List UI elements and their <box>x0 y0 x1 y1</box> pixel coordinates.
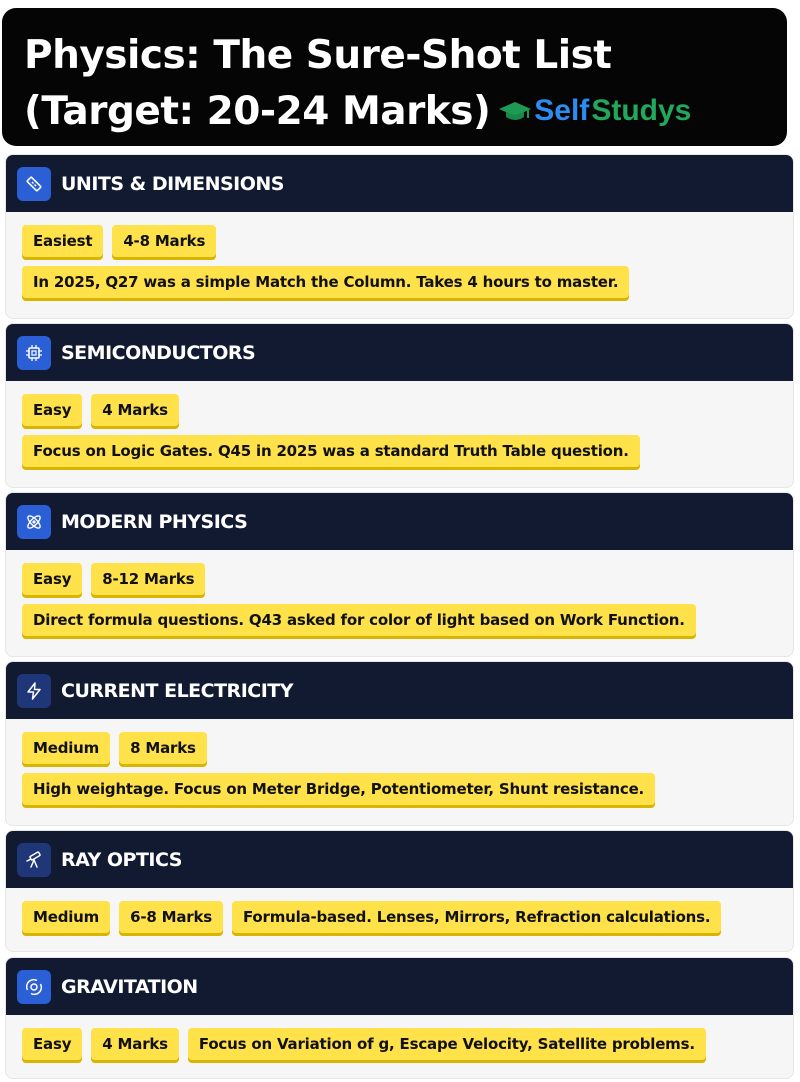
topic-header <box>6 155 793 212</box>
topic-title: CURRENT ELECTRICITY <box>61 679 293 702</box>
note-tag: High weightage. Focus on Meter Bridge, Potentiometer, Shunt resistance. <box>22 773 655 805</box>
topic-header <box>6 324 793 381</box>
topic-title: MODERN PHYSICS <box>61 510 248 533</box>
marks-tag: 4 Marks <box>91 1028 179 1060</box>
page-title-line-2-text: (Target: 20-24 Marks) <box>24 89 491 134</box>
topic-card-units-dimensions <box>5 154 794 319</box>
logo-studys-text: Studys <box>591 93 692 127</box>
note-tag: Focus on Logic Gates. Q45 in 2025 was a standard Truth Table question. <box>22 435 640 467</box>
orbit-icon <box>17 970 51 1004</box>
note-tag: Formula-based. Lenses, Mirrors, Refraction calculations. <box>232 901 721 933</box>
topic-header <box>6 958 793 1015</box>
topic-card-gravitation <box>5 957 794 1079</box>
title-banner <box>2 8 787 146</box>
marks-tag: 6-8 Marks <box>119 901 223 933</box>
topic-card-modern-physics <box>5 492 794 657</box>
topic-header <box>6 831 793 888</box>
topic-header <box>6 662 793 719</box>
logo-self-text: Self <box>534 93 590 127</box>
telescope-icon <box>17 843 51 877</box>
difficulty-tag: Easy <box>22 563 82 595</box>
selfstudys-logo <box>498 83 691 139</box>
page-title-line-2 <box>24 84 787 142</box>
page-title-line-1: Physics: The Sure-Shot List <box>24 33 612 78</box>
note-tag: Focus on Variation of g, Escape Velocity, Satellite problems. <box>188 1028 706 1060</box>
topic-card-semiconductors <box>5 323 794 488</box>
difficulty-tag: Easiest <box>22 225 103 257</box>
marks-tag: 4-8 Marks <box>112 225 216 257</box>
atom-icon <box>17 505 51 539</box>
topic-title: UNITS & DIMENSIONS <box>61 172 284 195</box>
marks-tag: 4 Marks <box>91 394 179 426</box>
note-tag: In 2025, Q27 was a simple Match the Column. Takes 4 hours to master. <box>22 266 629 298</box>
topic-card-current-electricity <box>5 661 794 826</box>
topic-title: GRAVITATION <box>61 975 198 998</box>
topic-title: RAY OPTICS <box>61 848 182 871</box>
chip-icon <box>17 336 51 370</box>
marks-tag: 8-12 Marks <box>91 563 205 595</box>
topic-card-ray-optics <box>5 830 794 952</box>
marks-tag: 8 Marks <box>119 732 207 764</box>
note-tag: Direct formula questions. Q43 asked for color of light based on Work Function. <box>22 604 696 636</box>
difficulty-tag: Easy <box>22 394 82 426</box>
ruler-icon <box>17 167 51 201</box>
difficulty-tag: Medium <box>22 901 110 933</box>
difficulty-tag: Medium <box>22 732 110 764</box>
graduation-cap-icon <box>498 98 532 124</box>
topic-title: SEMICONDUCTORS <box>61 341 256 364</box>
topic-header <box>6 493 793 550</box>
lightning-icon <box>17 674 51 708</box>
difficulty-tag: Easy <box>22 1028 82 1060</box>
